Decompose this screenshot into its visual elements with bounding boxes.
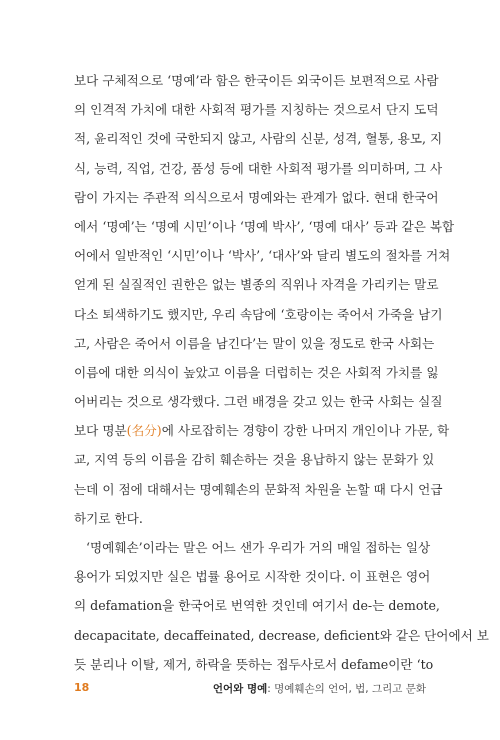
text-line: 의 인격적 가치에 대한 사회적 평가를 지칭하는 것으로서 단지 도덕: [74, 102, 439, 118]
hanja-annotation: (名分): [126, 423, 162, 439]
text-line: 고, 사람은 죽어서 이름을 남긴다’는 말이 있을 정도로 한국 사회는: [74, 335, 435, 351]
text-line: 교, 지역 등의 이름을 감히 훼손하는 것을 용납하지 않는 문화가 있: [74, 452, 435, 468]
text-line: 의 defamation을 한국어로 번역한 것인데 여기서 de-는 demote,: [74, 598, 440, 614]
text-line: 얻게 된 실질적인 권한은 없는 별종의 직위나 자격을 가리키는 말로: [74, 277, 439, 293]
text-line: 람이 가지는 주관적 의식으로서 명예와는 관계가 없다. 현대 한국어: [74, 189, 439, 205]
text-line: ‘명예훼손’이라는 말은 어느 샌가 우리가 거의 매일 접하는 일상: [86, 540, 431, 555]
page-number: 18: [74, 681, 90, 694]
text-line: 용어가 되었지만 실은 법률 용어로 시작한 것이다. 이 표현은 영어: [74, 569, 431, 585]
text-line: 보다 명분(名分)에 사로잡히는 경향이 강한 나머지 개인이나 가문, 학: [74, 423, 450, 439]
running-head: [213, 681, 426, 696]
text-line: 다소 퇴색하기도 했지만, 우리 속담에 ‘호랑이는 죽어서 가죽을 남기: [74, 306, 443, 322]
text-line: 하기로 한다.: [74, 510, 143, 526]
text-line: 이름에 대한 의식이 높았고 이름을 더럽히는 것은 사회적 가치를 잃: [74, 364, 439, 380]
text-line: 듯 분리나 이탈, 제거, 하락을 뜻하는 접두사로서 defame이란 ‘to: [74, 656, 434, 672]
text-line: decapacitate, decaffeinated, decrease, deficient와 같은 단어에서 보: [74, 627, 489, 643]
body-text: [74, 66, 489, 679]
text-line: 어버리는 것으로 생각했다. 그런 배경을 갖고 있는 한국 사회는 실질: [74, 394, 443, 410]
book-subtitle: : 명예훼손의 언어, 법, 그리고 문화: [267, 683, 426, 695]
text-line: 는데 이 점에 대해서는 명예훼손의 문화적 차원을 논할 때 다시 언급: [74, 481, 443, 497]
text-line: 식, 능력, 직업, 건강, 품성 등에 대한 사회적 평가를 의미하며, 그 사: [74, 160, 443, 176]
text-line: 에서 ‘명예’는 ‘명예 시민’이나 ‘명예 박사’, ‘명예 대사’ 등과 같은 복합: [74, 218, 455, 234]
book-title: 언어와 명예: [212, 683, 268, 695]
page-footer: [74, 681, 426, 695]
text-line: 적, 윤리적인 것에 국한되지 않고, 사람의 신분, 성격, 혈통, 용모, 지: [74, 131, 443, 147]
text-line: 보다 구체적으로 ‘명예’라 함은 한국이든 외국이든 보편적으로 사람: [74, 73, 439, 88]
text-line: 어에서 일반적인 ‘시민’이나 ‘박사’, ‘대사’와 달리 별도의 절차를 거쳐: [74, 248, 451, 264]
